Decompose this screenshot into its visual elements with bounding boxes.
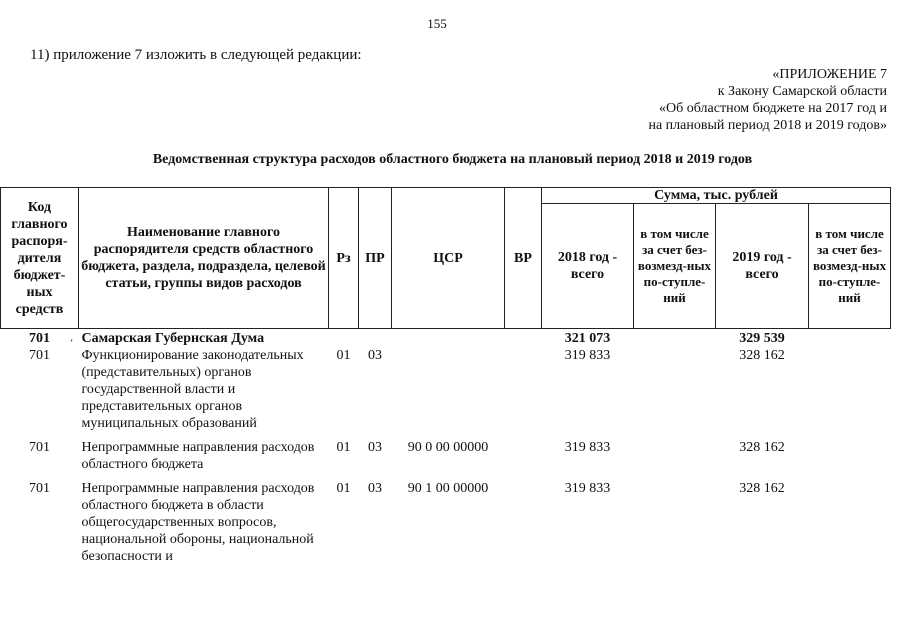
header-2019-free: в том числе за счет без-возмезд-ных по-ступле-ний	[809, 204, 891, 329]
cell-2018-total: 319 833	[564, 440, 611, 455]
table-row	[1, 473, 891, 565]
table-row	[1, 432, 891, 473]
cell-2019-free	[809, 473, 891, 565]
header-code: Код главного распоря-дителя бюджет-ных средств	[1, 188, 79, 329]
budget-table	[0, 187, 891, 565]
document-title: Ведомственная структура расходов областного бюджета на плановый период 2018 и 2019 годов	[152, 152, 753, 167]
header-sum: Сумма, тыс. рублей	[542, 188, 891, 204]
cell-vr	[505, 347, 542, 432]
appendix-line-3: «Об областном бюджете на 2017 год и	[659, 101, 887, 116]
cell-2019-total: 328 162	[739, 440, 785, 455]
cell-2018-free	[634, 329, 716, 348]
appendix-line-2: к Закону Самарской области	[717, 84, 887, 99]
page-number: 155	[427, 16, 447, 31]
cell-2019-total: 329 539	[739, 331, 785, 346]
cell-name: Непрограммные направления расходов областного бюджета	[81, 440, 315, 472]
header-2018-total: 2018 год - всего	[542, 204, 634, 329]
scan-mark: ‘	[70, 338, 74, 349]
cell-rz: 01	[336, 440, 351, 455]
cell-name: Функционирование законодательных (представительных) органов государственной власти и представительных органов муниципальных образований	[81, 348, 304, 431]
cell-2018-free	[634, 347, 716, 432]
cell-pr: 03	[368, 440, 382, 455]
table-row	[1, 347, 891, 432]
intro-text: 11) приложение 7 изложить в следующей редакции:	[30, 47, 362, 63]
header-name: Наименование главного распорядителя средств областного бюджета, раздела, подраздела, целевой статьи, группы видов расходов	[79, 188, 329, 329]
appendix-header	[587, 66, 887, 134]
cell-2019-free	[809, 347, 891, 432]
cell-vr	[505, 432, 542, 473]
cell-code: 701	[29, 481, 50, 496]
header-pr: ПР	[359, 188, 392, 329]
header-vr: ВР	[505, 188, 542, 329]
cell-name: Самарская Губернская Дума	[81, 331, 265, 346]
cell-2018-total: 319 833	[564, 481, 611, 496]
cell-2018-total: 321 073	[564, 331, 611, 346]
table-header-row	[1, 188, 891, 204]
cell-2019-total: 328 162	[739, 348, 785, 363]
cell-rz	[329, 329, 359, 348]
cell-2019-free	[809, 432, 891, 473]
cell-csr	[392, 329, 505, 348]
cell-2018-free	[634, 432, 716, 473]
cell-pr	[359, 329, 392, 348]
appendix-line-4: на плановый период 2018 и 2019 годов»	[648, 118, 887, 133]
cell-rz: 01	[336, 481, 351, 496]
cell-2018-total: 319 833	[564, 348, 611, 363]
cell-2018-free	[634, 473, 716, 565]
cell-code: 701	[29, 331, 50, 346]
cell-2019-total: 328 162	[739, 481, 785, 496]
cell-name: Непрограммные направления расходов областного бюджета в области общегосударственных вопросов, национальной обороны, национальной безопасности и	[81, 481, 315, 564]
cell-vr	[505, 329, 542, 348]
cell-2019-free	[809, 329, 891, 348]
cell-csr: 90 1 00 00000	[407, 481, 489, 496]
cell-vr	[505, 473, 542, 565]
header-2018-free: в том числе за счет без-возмезд-ных по-ступле-ний	[634, 204, 716, 329]
cell-pr: 03	[368, 481, 382, 496]
cell-csr: 90 0 00 00000	[407, 440, 489, 455]
cell-rz: 01	[336, 348, 351, 363]
cell-csr	[392, 347, 505, 432]
cell-code: 701	[29, 440, 50, 455]
cell-pr: 03	[368, 348, 382, 363]
appendix-line-1: «ПРИЛОЖЕНИЕ 7	[772, 67, 887, 82]
header-2019-total: 2019 год - всего	[716, 204, 809, 329]
header-csr: ЦСР	[392, 188, 505, 329]
table-row	[1, 329, 891, 348]
cell-code: 701	[29, 348, 50, 363]
header-rz: Рз	[329, 188, 359, 329]
